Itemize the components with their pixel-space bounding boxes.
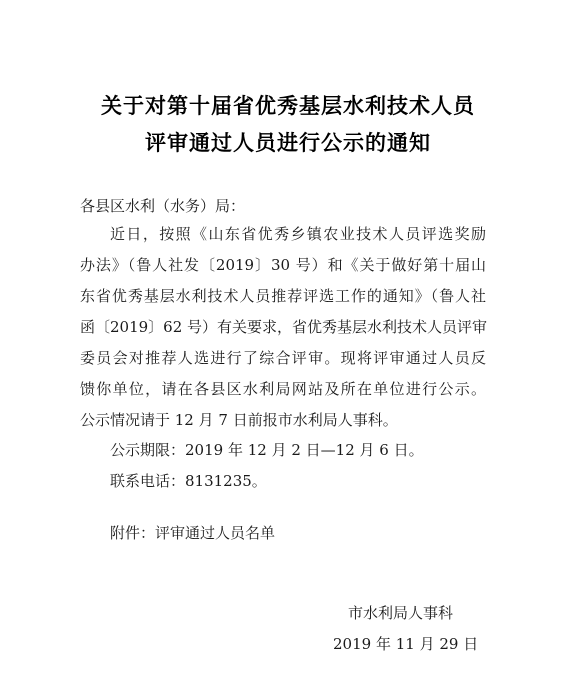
signature-department: 市水利局人事科	[348, 604, 454, 622]
body-line-3: 东省优秀基层水利技术人员推荐评选工作的通知》（鲁人社	[80, 287, 486, 305]
publicity-period: 公示期限：2019 年 12 月 2 日—12 月 6 日。	[110, 441, 424, 459]
body-line-7: 公示情况请于 12 月 7 日前报市水利局人事科。	[80, 411, 398, 429]
document-title-line-1: 关于对第十届省优秀基层水利技术人员	[101, 93, 475, 118]
signature-date: 2019 年 11 月 29 日	[333, 635, 479, 653]
salutation: 各县区水利（水务）局：	[80, 197, 246, 215]
body-line-2: 办法》（鲁人社发〔2019〕30 号）和《关于做好第十届山	[80, 256, 486, 274]
body-line-6: 馈你单位，请在各县区水利局网站及所在单位进行公示。	[80, 380, 486, 398]
contact-phone: 联系电话：8131235。	[110, 472, 267, 490]
body-line-1: 近日，按照《山东省优秀乡镇农业技术人员评选奖励	[110, 225, 486, 243]
attachment-note: 附件：评审通过人员名单	[110, 524, 276, 542]
document-title-line-2: 评审通过人员进行公示的通知	[145, 130, 431, 155]
body-line-4: 函〔2019〕62 号）有关要求，省优秀基层水利技术人员评审	[80, 318, 488, 336]
body-line-5: 委员会对推荐人选进行了综合评审。现将评审通过人员反	[80, 349, 486, 367]
